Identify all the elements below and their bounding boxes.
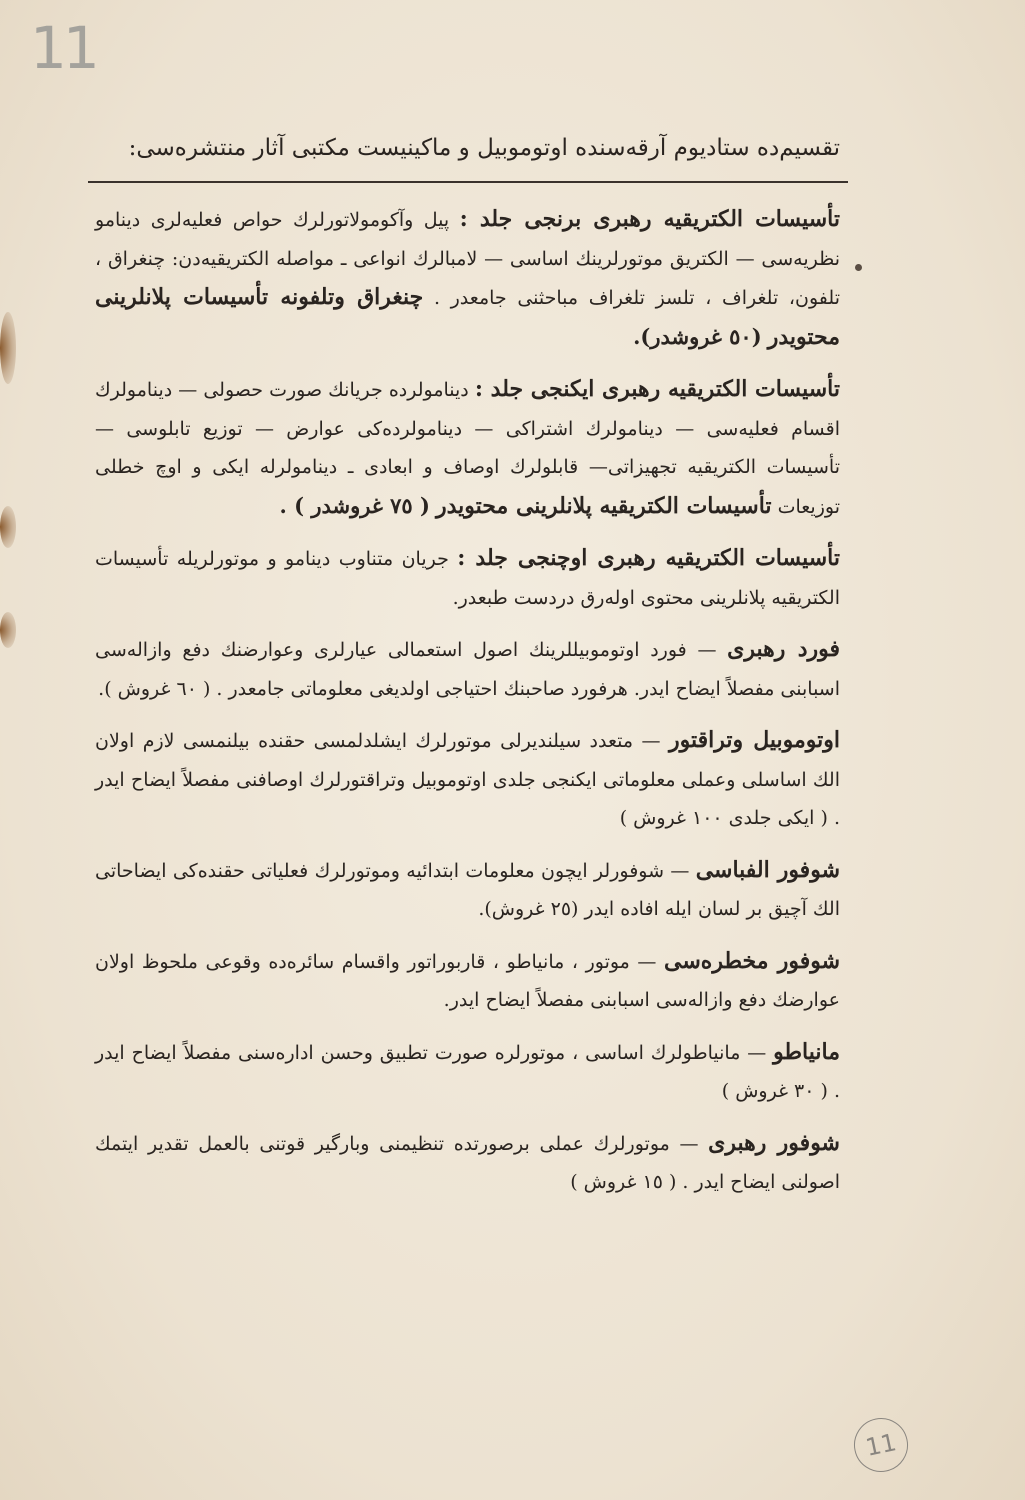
archive-stamp: 11 [849, 1413, 913, 1477]
entry-title: مانیاطو [773, 1038, 840, 1065]
entry-text: پیل وآکومولاتورلرك حواص فعلیه‌لری دینامو نظریه‌سی — الکتریق موتورلرینك اساسی — لامبالرك انواعی ـ مواصله الکتریقیه‌دن: چنغراق ، تلفون، تلغراف ، تلسز تلغراف مباحثنی جامعدر . [95, 209, 840, 309]
entry-text: — مانیاطولرك اساسی ، موتورلره صورت تطبیق وحسن اداره‌سنی مفصلاً ایضاح ایدر . ( ٣٠ غروش ) [95, 1041, 840, 1102]
entry-title: شوفور الفباسی [695, 856, 840, 883]
stain-mark [0, 312, 16, 384]
catalog-entry [95, 370, 840, 526]
catalog-entry [95, 630, 840, 708]
entry-text: دینامولرده جریانك صورت حصولی — دینامولرك اقسام فعلیه‌سی — دینامولرك اشتراکی — دینامولرده‌کی عوارض — توزیع تابلوسی — تأسیسات الکتریقیه تجهیزاتی— قابلولرك اوصاف و ابعادی ـ دینامولرله ایکی و اوچ خطلی توزیعات [95, 379, 840, 518]
page-number: 11 [30, 14, 96, 82]
entry-price: ( ٧٥ غروشدر ) . [279, 492, 430, 518]
entry-title: شوفور مخطره‌سی [664, 947, 841, 974]
entry-title: اوتوموبیل وتراقتور [668, 727, 840, 753]
entry-title: تأسیسات الکتریقیه رهبری برنجی جلد : [459, 206, 841, 232]
catalog-list [95, 200, 840, 1215]
catalog-entry [95, 539, 840, 617]
entry-title: شوفور رهبری [708, 1129, 840, 1156]
catalog-entry [95, 1124, 840, 1202]
bullet-dot [855, 264, 862, 271]
entry-text: — موتورلرك عملی برصورتده تنظیمنی وبارگیر قوتنی بالعمل تقدیر ایتمك اصولنی ایضاح ایدر . ( ١٥ غروش ) [95, 1132, 840, 1193]
stain-mark [0, 612, 16, 648]
entry-subtitle: تأسیسات الکتریقیه پلانلرینی محتویدر [436, 492, 772, 519]
entry-text: — موتور ، مانیاطو ، قاربوراتور واقسام سائره‌ده وقوعی ملحوظ اولان عوارضك دفع وازاله‌سی اسبابنی مفصلاً ایضاح ایدر. [95, 950, 840, 1011]
entry-subtitle: چنغراق وتلفونه تأسیسات پلانلرینی محتویدر [95, 284, 840, 350]
catalog-entry [95, 721, 840, 838]
entry-text: — متعدد سیلندیرلی موتورلرك ایشلدلمسی حقنده بیلنمسی لازم اولان الك اساسلی وعملی معلوماتی ایکنجی جلدی اوتوموبیل وتراقتورلرك اوصافنی مفصلاً ایضاح ایدر . ( ایکی جلدی ١٠٠ غروش ) [95, 730, 840, 829]
catalog-entry [95, 200, 840, 357]
entry-text: — شوفورلر ایچون معلومات ابتدائیه وموتورلرك فعلیاتی حقنده‌کی ایضاحاتی الك آچیق بر لسان ایله افاده ایدر (٢٥ غروش). [95, 859, 840, 920]
entry-title: تأسیسات الکتریقیه رهبری اوچنجی جلد : [457, 545, 841, 571]
catalog-entry [95, 851, 840, 929]
entry-title: فورد رهبری [727, 636, 840, 662]
entry-price: (٥٠ غروشدر). [633, 323, 762, 349]
entry-text: — فورد اوتوموبیللرینك اصول استعمالی عیارلری وعوارضنك دفع وازاله‌سی اسبابنی مفصلاً ایضاح ایدر. هرفورد صاحبنك احتیاجی اولدیغی معلوماتی جامعدر . ( ٦٠ غروش ). [95, 639, 840, 700]
header-divider [88, 181, 848, 183]
catalog-entry [95, 1033, 840, 1111]
entry-title: تأسیسات الکتریقیه رهبری ایکنجی جلد : [474, 376, 840, 402]
stain-mark [0, 506, 16, 548]
page-header: تقسیم‌دە ستادیوم آرقه‌سنده اوتوموبیل و ماکینیست مکتبی آثار منتشره‌سی: [128, 135, 840, 161]
catalog-entry [95, 942, 840, 1020]
entry-text: جریان متناوب دینامو و موتورلریله تأسیسات الکتریقیه پلانلرینی محتوی اوله‌رق دردست طبعدر. [95, 548, 840, 609]
